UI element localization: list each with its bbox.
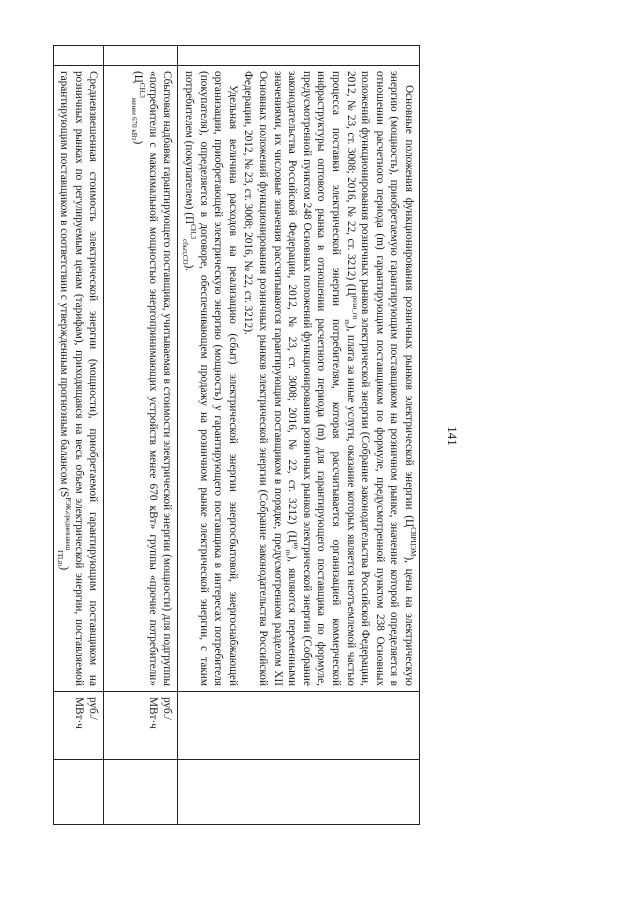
unit-cell <box>178 692 420 760</box>
table-row <box>178 46 420 825</box>
description-cell <box>178 66 420 692</box>
unit-cell: руб./ МВт·ч <box>53 692 104 760</box>
paragraph: Средневзвешенная стоимость электрической энергии (мощности), приобретаемой гарантирующим поставщиком на розничных рынках по регулируемым ценам (тарифам), приходящаяся на весь объем электрической энергии, поставляемой гарантирующим поставщиком в соответствии с утвержденным прогнозным балансом $(S^{РЭК,средневзвеш}_{ГП,m})$ <box>56 71 100 686</box>
table-row <box>53 46 104 825</box>
unit-cell: руб./ МВт·ч <box>104 692 178 760</box>
table-cell <box>53 46 104 66</box>
value-cell <box>178 760 420 825</box>
paragraph: Удельная величина расходов на реализацию (сбыт) электрической энергии энергосбытовой, энергоснабжающей организации, приобретающей электрическую энергию (мощность) у гарантирующего поставщика в интересах потребителя (покупателя), определяется в договоре, обеспечивающем продажу на розничном рынке электрической энергии, с таким потребителем (покупателем) $(П^{СН,3}_{сбыт,СО})$. <box>180 71 239 686</box>
value-cell <box>53 760 104 825</box>
table-cell <box>104 46 178 66</box>
table-cell <box>178 46 420 66</box>
value-cell <box>104 760 178 825</box>
rotated-page-content <box>56 45 420 825</box>
description-cell <box>104 66 178 692</box>
paragraph: Сбытовая надбавка гарантирующего поставщика, учитываемая в стоимости электрической энергии (мощности) для подгруппы «потребители с максимальной мощностью энергопринимающих устройств менее 670 кВт» группы «прочие потребители» $(Ц^{СН,3}_{менее 670 кВт})$ <box>130 71 174 686</box>
paragraph: Основные положения функционирования розничных рынков электрической энергии $(Ц^{СВРЦЭМ})$, цена на электрическую энергию (мощность), приобретаемую гарантирующим поставщиком на розничном рынке, значение которой определяется в отношении расчетного периода (m) гарантирующим поставщиком по формуле, предусмотренной пунктом 238 Основных положений функционирования розничных рынков электрической энергии (Собрание законодательства Российской Федерации, 2012, № 23, ст. 3008; 2016, № 22, ст. 3212) $(Ц^{розн\_гп}_m)$, плата за иные услуги, оказание которых является неотъемлемой частью процесса поставки электрической энергии потребителям, которая рассчитывается организацией коммерческой инфраструктуры оптового рынка в отношении расчетного периода (m) для гарантирующего поставщика по формуле, предусмотренной пунктом 248 Основных положений функционирования розничных рынков электрической энергии (Собрание законодательства Российской Федерации, 2012, № 23, ст. 3008; 2016, № 22, ст. 3212) $(Ц^{иу}_m)$, являются переменными значениями, их числовые значения рассчитываются гарантирующим поставщиком в порядке, предусмотренном разделом XII Основных положений функционирования розничных рынков электрической энергии (Собрание законодательства Российской Федерации, 2012, № 23, ст. 3008; 2016, № 22, ст. 3212). <box>242 71 417 687</box>
document-table <box>53 45 420 825</box>
table-row <box>104 46 178 825</box>
description-cell <box>53 66 104 692</box>
